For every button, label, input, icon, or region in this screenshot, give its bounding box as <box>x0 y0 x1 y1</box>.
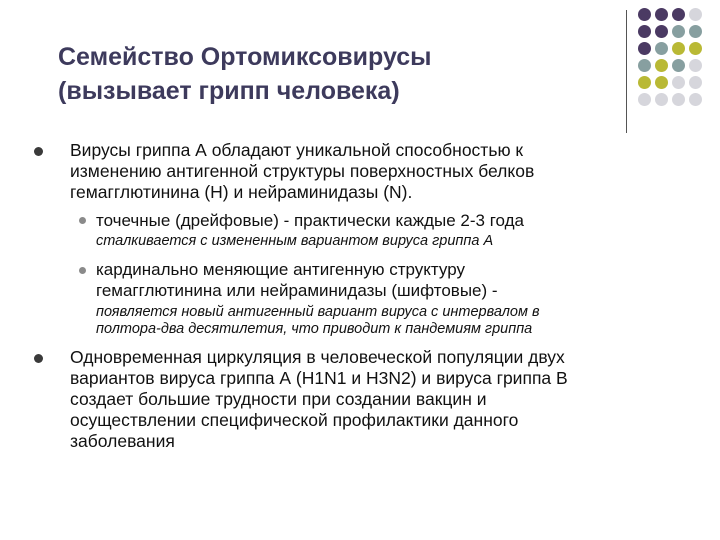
bullet-2-line-5: заболевания <box>70 431 175 451</box>
sub-bullet-2-text <box>96 259 696 301</box>
slide-title-line-1: Семейство Ортомиксовирусы <box>58 43 432 71</box>
bullet-icon <box>34 147 43 156</box>
sub-bullet-2-note-line-2: полтора-два десятилетия, что приводит к пандемиям гриппа <box>96 321 533 337</box>
bullet-1-line-1: Вирусы гриппа А обладают уникальной способностью к <box>70 140 524 160</box>
decorative-dot <box>689 42 702 55</box>
decorative-dot <box>689 59 702 72</box>
divider-line <box>626 10 627 133</box>
bullet-1-text <box>70 140 690 203</box>
bullet-2-line-1: Одновременная циркуляция в человеческой популяции двух <box>70 347 565 367</box>
decorative-dot <box>655 42 668 55</box>
slide-title-line-2: (вызывает грипп человека) <box>58 77 400 105</box>
decorative-dot <box>655 59 668 72</box>
sub-bullet-1-line-1: точечные (дрейфовые) - практически каждые 2-3 года <box>96 211 524 230</box>
decorative-dot <box>638 42 651 55</box>
bullet-1-line-2: изменению антигенной структуры поверхностных белков <box>70 161 535 181</box>
sub-bullet-1-note-line-1: сталкивается с измененным вариантом вируса гриппа А <box>96 233 494 249</box>
decorative-dot <box>672 42 685 55</box>
decorative-dot <box>655 93 668 106</box>
decorative-dot <box>638 8 651 21</box>
bullet-2-line-2: вариантов вируса гриппа А (H1N1 и H3N2) и вируса гриппа В <box>70 368 568 388</box>
bullet-icon <box>34 354 43 363</box>
sub-bullet-1-text <box>96 210 696 231</box>
bullet-2-line-4: осуществлении специфической профилактики данного <box>70 410 519 430</box>
decorative-dot <box>638 25 651 38</box>
sub-bullet-2-line-1: кардинально меняющие антигенную структуру <box>96 260 465 279</box>
decorative-dot <box>689 25 702 38</box>
sub-bullet-icon <box>79 267 86 274</box>
bullet-1-line-3: гемагглютинина (H) и нейраминидазы (N). <box>70 182 413 202</box>
decorative-dot <box>638 93 651 106</box>
decorative-dot <box>638 76 651 89</box>
sub-bullet-2-line-2: гемагглютинина или нейраминидазы (шифтовые) - <box>96 281 498 300</box>
decorative-dot <box>689 93 702 106</box>
decorative-dot <box>655 8 668 21</box>
decorative-dot <box>672 59 685 72</box>
decorative-dot <box>689 8 702 21</box>
decorative-dot <box>672 8 685 21</box>
bullet-2-text <box>70 347 690 452</box>
decorative-dot <box>655 76 668 89</box>
bullet-2-line-3: создает большие трудности при создании вакцин и <box>70 389 487 409</box>
sub-bullet-2-note-line-1: появляется новый антигенный вариант вируса с интервалом в <box>96 304 540 320</box>
sub-bullet-1-note <box>96 233 696 250</box>
decorative-dot <box>638 59 651 72</box>
decorative-dot <box>672 76 685 89</box>
sub-bullet-2-note <box>96 304 696 338</box>
decorative-dot <box>689 76 702 89</box>
decorative-dot <box>672 93 685 106</box>
slide-title <box>58 40 598 108</box>
decorative-dot <box>672 25 685 38</box>
decorative-dot <box>655 25 668 38</box>
sub-bullet-icon <box>79 217 86 224</box>
